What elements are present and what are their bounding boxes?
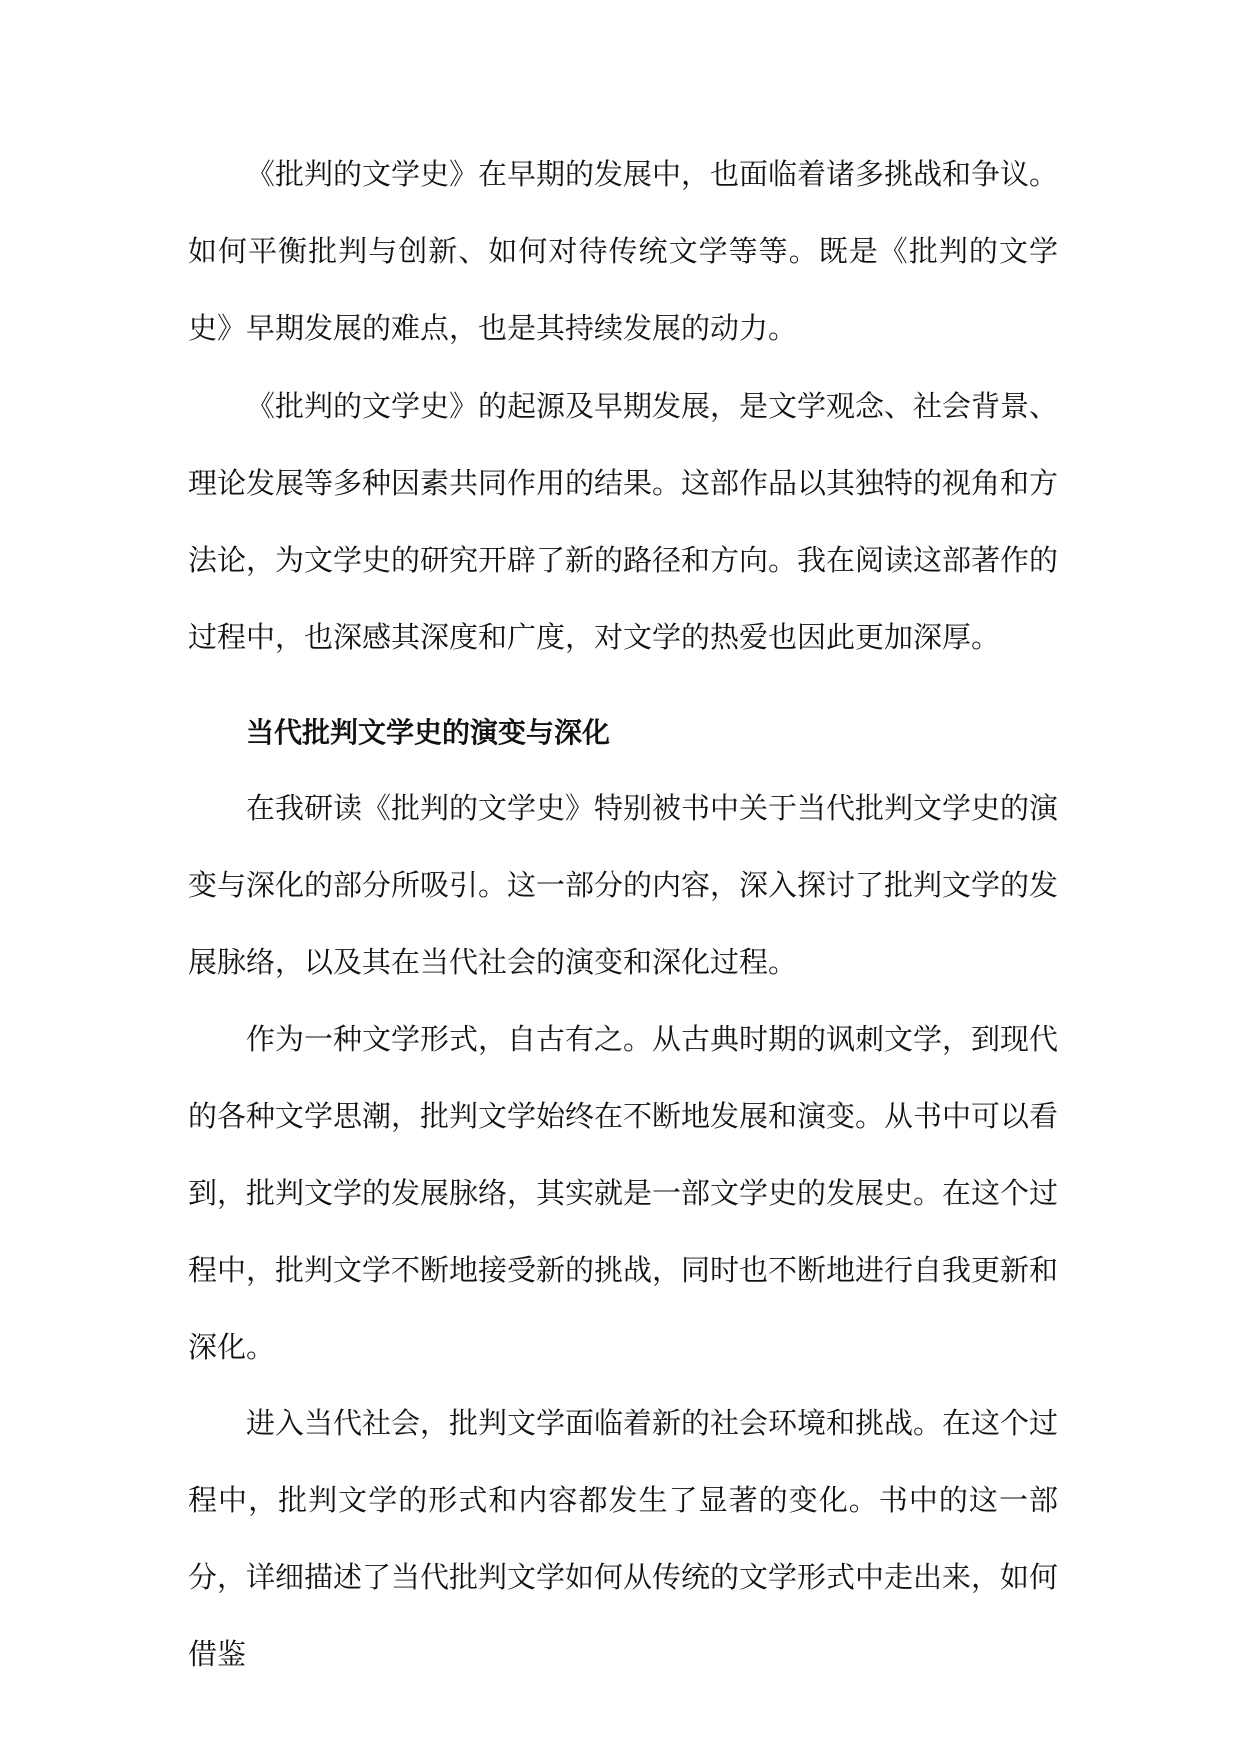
paragraph-text: 作为一种文学形式，自古有之。从古典时期的讽刺文学，到现代的各种文学思潮，批判文学始终在不断地发展和演变。从书中可以看到，批判文学的发展脉络，其实就是一部文学史的发展史。在这个过程中，批判文学不断地接受新的挑战，同时也不断地进行自我更新和深化。	[188, 1022, 1059, 1364]
section-heading: 当代批判文学史的演变与深化	[246, 716, 611, 749]
paragraph-contemporary-change	[188, 1385, 1058, 1693]
section-heading-block	[188, 694, 1058, 771]
paragraph-origins-summary	[188, 368, 1058, 676]
paragraph-section-intro	[188, 770, 1058, 1001]
paragraph-early-challenges	[188, 136, 1058, 367]
paragraph-development-history	[188, 1001, 1058, 1386]
paragraph-text: 《批判的文学史》的起源及早期发展，是文学观念、社会背景、理论发展等多种因素共同作用的结果。这部作品以其独特的视角和方法论，为文学史的研究开辟了新的路径和方向。我在阅读这部著作的过程中，也深感其深度和广度，对文学的热爱也因此更加深厚。	[188, 389, 1059, 654]
paragraph-text: 在我研读《批判的文学史》特别被书中关于当代批判文学史的演变与深化的部分所吸引。这一部分的内容，深入探讨了批判文学的发展脉络，以及其在当代社会的演变和深化过程。	[188, 791, 1059, 979]
paragraph-text: 进入当代社会，批判文学面临着新的社会环境和挑战。在这个过程中，批判文学的形式和内容都发生了显著的变化。书中的这一部分，详细描述了当代批判文学如何从传统的文学形式中走出来，如何借鉴	[188, 1406, 1059, 1671]
paragraph-text: 《批判的文学史》在早期的发展中，也面临着诸多挑战和争议。如何平衡批判与创新、如何对待传统文学等等。既是《批判的文学史》早期发展的难点，也是其持续发展的动力。	[188, 157, 1059, 345]
